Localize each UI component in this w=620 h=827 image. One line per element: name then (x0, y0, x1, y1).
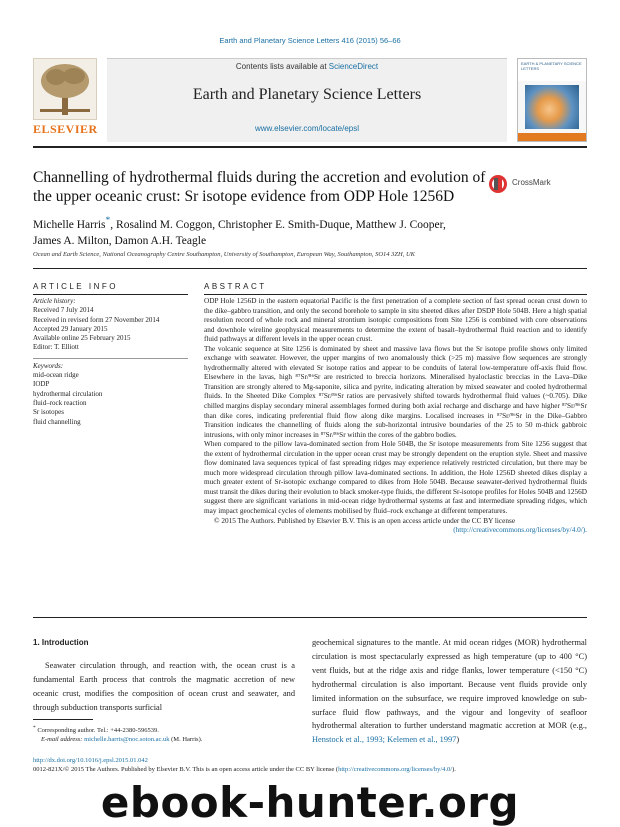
email-suffix: (M. Harris). (169, 736, 203, 744)
article-info-heading: ARTICLE INFO (33, 282, 118, 291)
issn-end: ). (452, 766, 456, 773)
journal-cover-thumbnail[interactable] (517, 58, 587, 142)
body-column-left (33, 636, 295, 715)
sciencedirect-link[interactable]: ScienceDirect (328, 62, 379, 71)
crossmark-label: CrossMark (512, 178, 551, 187)
journal-banner (107, 58, 507, 142)
email-label: E-mail address: (41, 736, 85, 744)
history-item: Editor: T. Elliott (33, 343, 79, 352)
email-line (33, 735, 295, 744)
footnote-divider (33, 719, 93, 720)
author-harris[interactable]: Michelle Harris (33, 218, 106, 231)
doi-link[interactable]: http://dx.doi.org/10.1016/j.epsl.2015.01.042 (33, 757, 148, 764)
journal-citation-link[interactable]: Earth and Planetary Science Letters 416 (2015) 56–66 (219, 36, 401, 45)
corresponding-author-note (33, 724, 295, 735)
corresponding-author-text: Corresponding author. Tel.: +44-2380-596539. (37, 727, 159, 735)
authors-line-1 (33, 213, 587, 233)
footnote (33, 724, 295, 744)
body-column-right (312, 636, 587, 747)
keyword: fluid–rock reaction (33, 398, 87, 407)
email-link[interactable]: michelle.harris@noc.soton.ac.uk (84, 736, 170, 744)
license-link[interactable]: (http://creativecommons.org/licenses/by/4.0/). (453, 526, 587, 535)
affiliation: Ocean and Earth Science, National Oceanography Centre Southampton, University of Southampton, European Way, Southampton, SO14 3ZH, UK (33, 251, 416, 258)
introduction-heading: 1. Introduction (33, 638, 89, 647)
crossmark-icon (488, 174, 508, 194)
issn-line (33, 765, 587, 774)
contents-prefix: Contents lists available at (235, 62, 329, 71)
article-info (33, 297, 188, 427)
crossmark-button[interactable] (488, 172, 588, 196)
history-item: Received in revised form 27 November 2014 (33, 315, 160, 324)
elsevier-logo[interactable] (33, 58, 97, 138)
keyword: Sr isotopes (33, 408, 64, 417)
author-list (33, 213, 587, 249)
keyword: mid-ocean ridge (33, 371, 79, 380)
cover-title: EARTH & PLANETARY SCIENCE LETTERS (518, 59, 586, 81)
authors-line-2: James A. Milton, Damon A.H. Teagle (33, 234, 207, 247)
keyword: hydrothermal circulation (33, 389, 103, 398)
abstract-paragraph: ODP Hole 1256D in the eastern equatorial Pacific is the first penetration of a complete section of fast spread ocean crust down to the dike–gabbro transition, and only the second borehole to sample in situ sheeted dikes after DSDP Hole 504B. Here a high spatial resolution record of whole rock and mineral strontium isotopic compositions from Site 1256 is combined with core observations and downhole wireline geophysical measurements to determine the extent of basalt–hydrothermal fluid reaction and to identify fluid pathways at different levels in the upper ocean crust. (204, 297, 587, 344)
keyword: fluid channelling (33, 417, 81, 426)
header-divider (33, 146, 587, 148)
abstract-rule (204, 294, 587, 295)
citation-close: ) (456, 735, 460, 745)
doi-block (33, 756, 587, 774)
journal-header (33, 58, 587, 142)
corresponding-author-mark[interactable]: * (105, 215, 111, 226)
citation-link[interactable]: Henstock et al., 1993; Kelemen et al., 1997 (312, 735, 457, 745)
abstract-heading: ABSTRACT (204, 282, 267, 291)
abstract-end-divider (33, 617, 587, 618)
contents-line (107, 62, 507, 71)
watermark: ebook-hunter.org (100, 778, 520, 827)
license-link-line (204, 526, 587, 536)
body-paragraph: geochemical signatures to the mantle. At mid ocean ridges (MOR) hydrothermal circulation is most spectacularly expressed as high temperature (up to 400 °C) vent fluids, but at the ridge axis and ridge flanks, lower temperature (<150 °C) hydrothermal circulation is also important. Because vent fluids provide only limited information on the subsurface, we require improved knowledge on sub-surface fluid flow pathways, and the vigour and longevity of seafloor hydrothermal alteration to further understand magmatic accretion at MOR (e.g., (312, 638, 587, 731)
keyword: IODP (33, 380, 50, 389)
authors-line-1-rest: , Rosalind M. Coggon, Christopher E. Smith-Duque, Matthew J. Cooper, (110, 218, 446, 231)
footer-license-link[interactable]: http://creativecommons.org/licenses/by/4.0/ (338, 766, 453, 773)
journal-homepage-link[interactable]: www.elsevier.com/locate/epsl (254, 124, 360, 133)
cover-image (525, 85, 579, 129)
journal-title: Earth and Planetary Science Letters (192, 86, 422, 103)
history-label: Article history: (33, 297, 76, 305)
elsevier-tree-icon (33, 58, 97, 120)
copyright-notice: © 2015 The Authors. Published by Elsevier B.V. This is an open access article under the CC BY license (214, 516, 516, 525)
history-item: Available online 25 February 2015 (33, 334, 131, 343)
issn-text: 0012-821X/© 2015 The Authors. Published by Elsevier B.V. This is an open access article under the CC BY license ( (33, 766, 339, 773)
history-item: Accepted 29 January 2015 (33, 324, 108, 333)
footnote-mark: * (33, 725, 36, 731)
article-title: Channelling of hydrothermal fluids during the accretion and evolution of the upper oceanic crust: Sr isotope evidence from ODP Hole 1256D (33, 169, 486, 205)
abstract-paragraph: The volcanic sequence at Site 1256 is dominated by sheet and massive lava flows but the Sr isotope profile shows only limited exchange with seawater. However, the upper margins of two anomalously thick (>25 m) massive flow sequences are strongly hydrothermally altered with elevated Sr isotope ratios and appear to be conduits of lateral low-temperature off-axis fluid flow. Elsewhere in the lavas, high ⁸⁷Sr/⁸⁶Sr are restricted to breccia horizons. Mineralised hyaloclastic breccias in the Lava–Dike Transition are strongly altered to Mg-saponite, silica and pyrite, indicating alteration by mixed seawater and cooled hydrothermal fluids. In the Sheeted Dike Complex ⁸⁷Sr/⁸⁶Sr ratios are pervasively shifted towards hydrothermal fluid values (~0.705). Dike chilled margins display secondary mineral assemblages formed during both axial recharge and discharge and have higher ⁸⁷Sr/⁸⁶Sr than dike cores, indicating preferential fluid flow along dike margins. Localised increases in ⁸⁷Sr/⁸⁶Sr in the Dike–Gabbro Transition indicates the channelling of fluids along the sub-horizontal intrusive boundaries of the 25 to 50 m-thick gabbroic intrusions, with only minor increases in ⁸⁷Sr/⁸⁶Sr within the cores of the gabbro bodies. (204, 344, 587, 439)
abstract-body (204, 297, 587, 536)
keywords-label: Keywords: (33, 361, 64, 370)
body-paragraph: Seawater circulation through, and reaction with, the ocean crust is a fundamental Earth process that controls the magmatic accretion of new oceanic crust, modifies the composition of ocean crust and seawater, and through subduction transports surficial (33, 660, 295, 712)
affiliation-divider (33, 268, 587, 269)
elsevier-wordmark: ELSEVIER (33, 122, 98, 136)
cover-bar (518, 133, 586, 141)
article-info-rule (33, 294, 188, 295)
keywords-divider (33, 358, 188, 359)
history-item: Received 7 July 2014 (33, 306, 94, 315)
abstract-paragraph: When compared to the pillow lava-dominated section from Hole 504B, the Sr isotope measurements from Site 1256 suggest that the extent of hydrothermal circulation in the upper ocean crust may be strongly dependent on the eruption style. Sheet and massive flow dominated lava sequences typical of fast spreading ridges may experience relatively restricted circulation, but there may be much more widespread circulation through pillow lava-dominated sections. In addition, the Hole 1256D sheeted dikes display a much greater extent of Sr-isotopic exchange compared to dikes from Hole 504B. Because seawater-derived hydrothermal fluids must transit the dikes during their evolution to black smoker-type fluids, the different Sr-isotope profiles for Holes 504B and 1256D suggest there are significant variations in mid-ocean ridge hydrothermal systems at fast and intermediate spreading ridges, which may impact geochemical cycles of elements mobilised by fluid–rock exchange at different temperatures. (204, 440, 587, 516)
